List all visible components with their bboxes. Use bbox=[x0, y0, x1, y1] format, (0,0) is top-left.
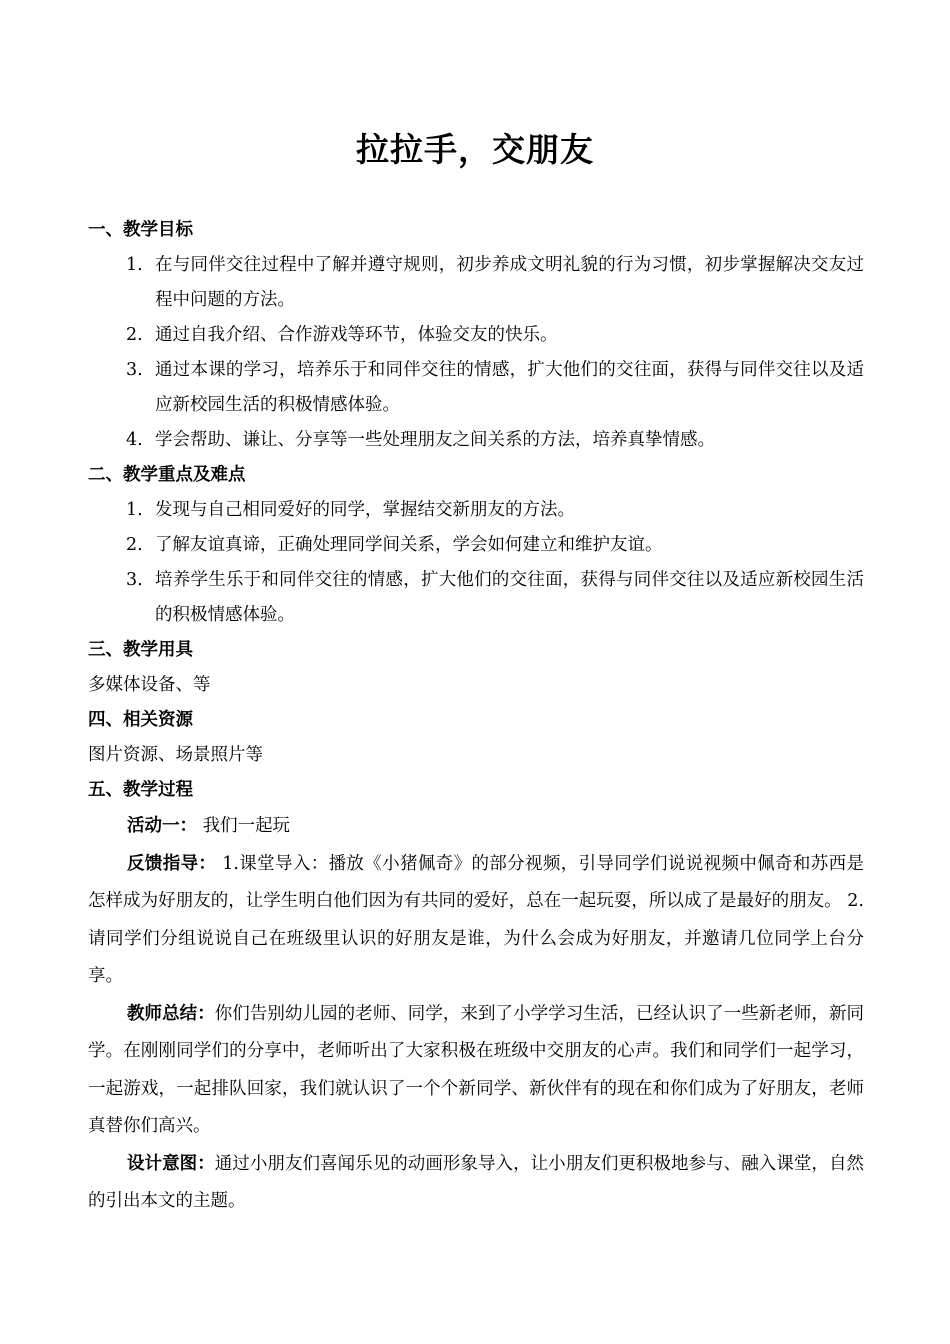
section-heading-process: 五、教学过程 bbox=[88, 780, 193, 800]
paragraph-design bbox=[88, 1146, 864, 1221]
list-item-text: 发现与自己相同爱好的同学，掌握结交新朋友的方法。 bbox=[155, 500, 575, 520]
list-number: 2. bbox=[126, 535, 143, 555]
list-number: 1. bbox=[126, 500, 143, 520]
list-item bbox=[88, 493, 864, 528]
section-heading-key-points: 二、教学重点及难点 bbox=[88, 465, 246, 485]
list-item bbox=[88, 563, 864, 633]
paragraph-activity bbox=[88, 808, 864, 846]
list-item-text: 通过本课的学习，培养乐于和同伴交往的情感，扩大他们的交往面，获得与同伴交往以及适应新校园生活的积极情感体验。 bbox=[155, 360, 864, 415]
paragraph-summary bbox=[88, 996, 864, 1146]
list-number: 2. bbox=[126, 325, 143, 345]
list-item-text: 学会帮助、谦让、分享等一些处理朋友之间关系的方法，培养真挚情感。 bbox=[155, 430, 715, 450]
section-text-tools: 多媒体设备、等 bbox=[88, 675, 211, 695]
list-item-text: 在与同伴交往过程中了解并遵守规则，初步养成文明礼貌的行为习惯，初步掌握解决交友过程中问题的方法。 bbox=[155, 255, 864, 310]
list-item bbox=[88, 423, 864, 458]
list-item-text: 了解友谊真谛，正确处理同学间关系，学会如何建立和维护友谊。 bbox=[155, 535, 663, 555]
paragraph-feedback bbox=[88, 846, 864, 996]
section-heading-objectives: 一、教学目标 bbox=[88, 220, 193, 240]
design-text: 通过小朋友们喜闻乐见的动画形象导入，让小朋友们更积极地参与、融入课堂，自然的引出本文的主题。 bbox=[88, 1153, 865, 1211]
list-number: 4. bbox=[126, 430, 143, 450]
document-title: 拉拉手，交朋友 bbox=[356, 130, 594, 169]
activity-text: 我们一起玩 bbox=[197, 816, 291, 836]
activity-label: 活动一： bbox=[127, 816, 197, 836]
section-heading-tools: 三、教学用具 bbox=[88, 640, 193, 660]
list-number: 3. bbox=[126, 360, 143, 380]
list-item-text: 通过自我介绍、合作游戏等环节，体验交友的快乐。 bbox=[155, 325, 558, 345]
document-body bbox=[88, 213, 864, 1221]
list-item-text: 培养学生乐于和同伴交往的情感，扩大他们的交往面，获得与同伴交往以及适应新校园生活的积极情感体验。 bbox=[155, 570, 864, 625]
list-item bbox=[88, 353, 864, 423]
list-item bbox=[88, 528, 864, 563]
summary-text: 你们告别幼儿园的老师、同学，来到了小学学习生活，已经认识了一些新老师，新同学。在刚刚同学们的分享中，老师听出了大家积极在班级中交朋友的心声。我们和同学们一起学习，一起游戏，一起排队回家，我们就认识了一个个新同学、新伙伴有的现在和你们成为了好朋友，老师真替你们高兴。 bbox=[88, 1003, 865, 1136]
list-number: 3. bbox=[126, 570, 143, 590]
design-label: 设计意图： bbox=[127, 1153, 215, 1174]
summary-label: 教师总结： bbox=[127, 1003, 215, 1024]
section-text-resources: 图片资源、场景照片等 bbox=[88, 745, 263, 765]
list-item bbox=[88, 318, 864, 353]
feedback-label: 反馈指导： bbox=[127, 853, 217, 874]
list-item bbox=[88, 248, 864, 318]
section-heading-resources: 四、相关资源 bbox=[88, 710, 193, 730]
list-number: 1. bbox=[126, 255, 143, 275]
feedback-text: 1.课堂导入：播放《小猪佩奇》的部分视频，引导同学们说说视频中佩奇和苏西是怎样成为好朋友的，让学生明白他们因为有共同的爱好，总在一起玩耍，所以成了是最好的朋友。 2.请同学们分组说说自己在班级里认识的好朋友是谁，为什么会成为好朋友，并邀请几位同学上台分享。 bbox=[88, 853, 864, 986]
